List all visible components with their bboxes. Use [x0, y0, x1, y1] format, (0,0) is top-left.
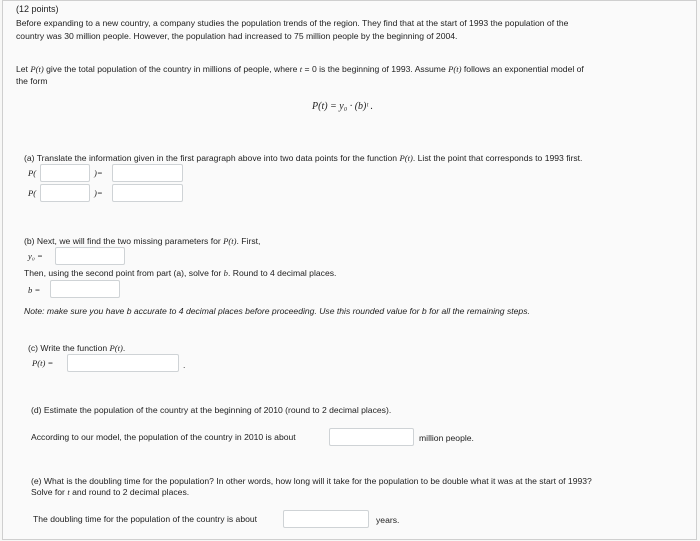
part-b-note: Note: make sure you have b accurate to 4 decimal places before proceeding. Use this rounded value for b for all the remaining steps. — [24, 306, 530, 316]
function-symbol: P(t) — [30, 64, 44, 74]
function-period: . — [183, 360, 186, 370]
part-a-text: . List the point that corresponds to 1993 first. — [412, 153, 583, 163]
function-input[interactable] — [67, 354, 179, 372]
y0-label: y₀ = — [28, 251, 43, 261]
part-b-text: . First, — [236, 236, 261, 246]
variable-b: b — [223, 268, 228, 278]
model-line-1 — [16, 64, 584, 75]
part-e-unit: years. — [376, 515, 400, 525]
part-d-prompt: (d) Estimate the population of the country at the beginning of 2010 (round to 2 decimal places). — [31, 405, 392, 415]
part-d-answer-label: According to our model, the population of the country in 2010 is about — [31, 432, 296, 442]
part-c-text: . — [122, 343, 126, 353]
model-line-2: the form — [16, 76, 48, 86]
b-label: b = — [28, 285, 41, 295]
model-text: Let — [16, 64, 31, 74]
model-formula: P(t) = y₀ · (b)ᵗ . — [312, 101, 374, 112]
point2-t-input[interactable] — [40, 184, 90, 202]
pt-label: P(t) = — [32, 358, 54, 368]
point1-mid: )= — [94, 168, 103, 178]
model-text: follows an exponential model of — [461, 64, 584, 74]
function-symbol: P(t) — [109, 343, 123, 353]
points-label: (12 points) — [16, 4, 59, 14]
part-e-answer-label: The doubling time for the population of the country is about — [33, 514, 258, 524]
model-text: give the total population of the country in millions of people, where — [43, 64, 300, 74]
variable-t: t — [299, 64, 303, 74]
function-symbol: P(t) — [399, 153, 413, 163]
point2-p-input[interactable] — [112, 184, 183, 202]
point2-mid: )= — [94, 188, 103, 198]
part-e-prompt-2 — [31, 487, 189, 498]
point1-p-input[interactable] — [112, 164, 183, 182]
intro-line-2: country was 30 million people. However, the population had increased to 75 million people by the beginning of 2004. — [16, 31, 458, 41]
part-c-text: (c) Write the function — [28, 343, 110, 353]
part-b-prompt — [24, 236, 260, 247]
variable-t: t — [67, 487, 70, 497]
part-a-text: (a) Translate the information given in the first paragraph above into two data points for the function — [24, 153, 400, 163]
part-e-text: and round to 2 decimal places. — [69, 487, 190, 497]
part-e-text: Solve for — [31, 487, 68, 497]
b-input[interactable] — [50, 280, 120, 298]
intro-line-1: Before expanding to a new country, a company studies the population trends of the region. They find that at the start of 1993 the population of the — [16, 18, 569, 28]
part-b-then — [24, 268, 336, 279]
part-b-text: . Round to 4 decimal places. — [227, 268, 337, 278]
model-text: = 0 is the beginning of 1993. Assume — [302, 64, 449, 74]
y0-input[interactable] — [55, 247, 125, 265]
part-c-prompt — [28, 343, 125, 354]
point2-lhs: P( — [28, 188, 37, 198]
function-symbol: P(t) — [223, 236, 237, 246]
point1-lhs: P( — [28, 168, 37, 178]
part-b-text: (b) Next, we will find the two missing parameters for — [24, 236, 224, 246]
part-e-prompt-1: (e) What is the doubling time for the population? In other words, how long will it take for the population to be double what it was at the start of 1993? — [31, 476, 592, 486]
part-d-unit: million people. — [419, 433, 474, 443]
function-symbol: P(t) — [448, 64, 462, 74]
part-a-prompt — [24, 153, 582, 164]
point1-t-input[interactable] — [40, 164, 90, 182]
doubling-time-input[interactable] — [283, 510, 369, 528]
population-2010-input[interactable] — [329, 428, 414, 446]
part-b-text: Then, using the second point from part (a), solve for — [24, 268, 224, 278]
